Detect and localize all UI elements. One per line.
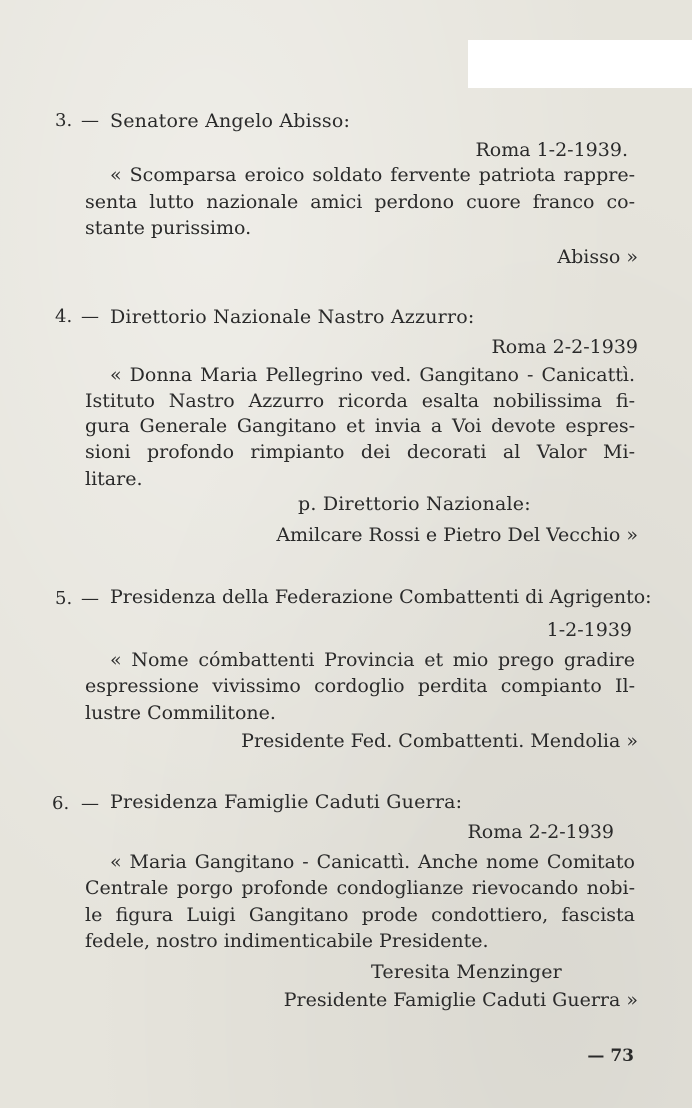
entry-signature: Presidente Famiglie Caduti Guerra » xyxy=(283,989,638,1011)
entry-body-line: Centrale porgo profonde condoglianze rievocando nobi- xyxy=(85,877,635,899)
entry-body-line: « Donna Maria Pellegrino ved. Gangitano - Canicattì. xyxy=(110,364,635,386)
entry-body-last-line: fedele, nostro indimenticabile Presidente. xyxy=(85,930,489,952)
entry-body-line: espressione vivissimo cordoglio perdita compianto Il- xyxy=(85,675,635,697)
entry-number: 4. xyxy=(55,306,73,327)
blank-label-patch xyxy=(468,40,692,88)
entry-dash: — xyxy=(81,588,99,609)
entry-signature: p. Direttorio Nazionale: xyxy=(298,493,531,515)
entry-number: 6. xyxy=(52,793,70,814)
entry-number: 3. xyxy=(55,110,73,131)
entry-body-line: « Nome cómbattenti Provincia et mio prego gradire xyxy=(110,649,635,671)
entry-body-last-line: litare. xyxy=(85,468,143,490)
entry-body-line: senta lutto nazionale amici perdono cuore franco co- xyxy=(85,191,635,213)
page-number: — 73 xyxy=(587,1046,634,1066)
entry-heading: Presidenza Famiglie Caduti Guerra: xyxy=(110,791,463,813)
entry-place-date: Roma 1-2-1939. xyxy=(475,139,628,161)
entry-dash: — xyxy=(81,110,99,131)
entry-place-date: Roma 2-2-1939 xyxy=(467,821,614,843)
entry-body-line: Istituto Nastro Azzurro ricorda esalta nobilissima fi- xyxy=(85,390,635,412)
entry-heading: Senatore Angelo Abisso: xyxy=(110,110,351,132)
entry-body-line: « Maria Gangitano - Canicattì. Anche nome Comitato xyxy=(110,851,635,873)
entry-signature: Teresita Menzinger xyxy=(371,961,562,983)
entry-dash: — xyxy=(81,793,99,814)
entry-body-line: gura Generale Gangitano et invia a Voi devote espres- xyxy=(85,415,635,437)
entry-signature: Amilcare Rossi e Pietro Del Vecchio » xyxy=(276,524,638,546)
entry-place-date: 1-2-1939 xyxy=(546,619,632,641)
entry-place-date: Roma 2-2-1939 xyxy=(491,336,638,358)
entry-body-last-line: stante purissimo. xyxy=(85,217,252,239)
entry-signature: Presidente Fed. Combattenti. Mendolia » xyxy=(241,730,638,752)
entry-body-line: « Scomparsa eroico soldato fervente patriota rappre- xyxy=(110,164,635,186)
entry-heading: Direttorio Nazionale Nastro Azzurro: xyxy=(110,306,475,328)
entry-body-last-line: lustre Commilitone. xyxy=(85,702,276,724)
entry-body-line: sioni profondo rimpianto dei decorati al Valor Mi- xyxy=(85,441,635,463)
entry-body-line: le figura Luigi Gangitano prode condottiero, fascista xyxy=(85,904,635,926)
entry-dash: — xyxy=(81,306,99,327)
entry-heading: Presidenza della Federazione Combattenti di Agrigento: xyxy=(110,586,652,608)
entry-signature: Abisso » xyxy=(557,246,638,268)
entry-number: 5. xyxy=(55,588,73,609)
